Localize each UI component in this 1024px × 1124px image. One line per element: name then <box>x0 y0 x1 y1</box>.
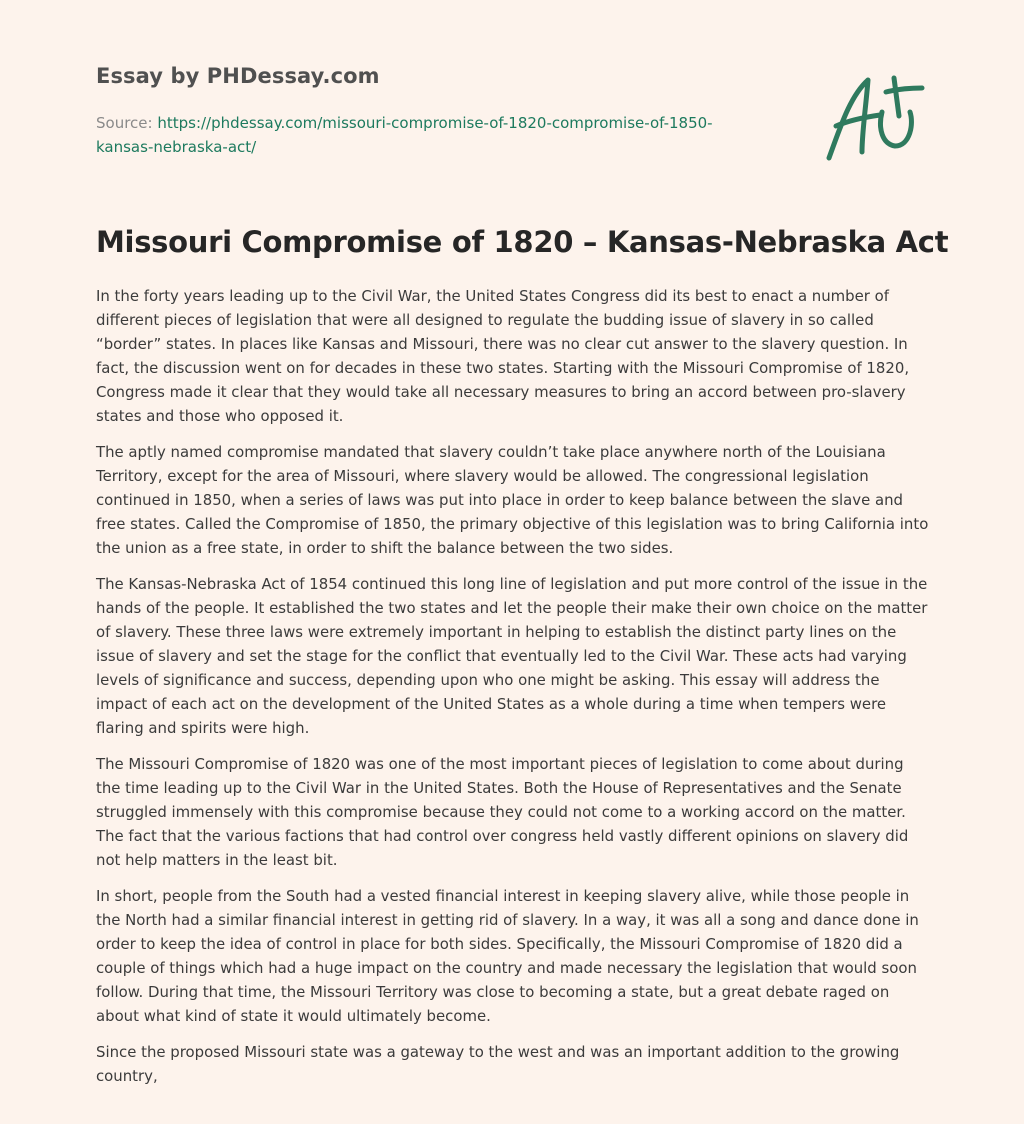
site-brand: Essay by PHDessay.com <box>96 64 380 88</box>
paragraph: The Kansas-Nebraska Act of 1854 continued this long line of legislation and put more control of the issue in the hands of the people. It established the two states and let the people their make their own choice on the matter of slavery. These three laws were extremely important in helping to establish the distinct party lines on the issue of slavery and set the stage for the conflict that eventually led to the Civil War. These acts had varying levels of significance and success, depending upon who one might be asking. This essay will address the impact of each act on the development of the United States as a whole during a time when tempers were flaring and spirits were high. <box>96 575 928 737</box>
paragraph: In short, people from the South had a vested financial interest in keeping slavery alive, while those people in the North had a similar financial interest in getting rid of slavery. In a way, it was all a song and dance done in order to keep the idea of control in place for both sides. Specifically, the Missouri Compromise of 1820 did a couple of things which had a huge impact on the country and made necessary the legislation that would soon follow. During that time, the Missouri Territory was close to becoming a state, but a great debate raged on about what kind of state it would ultimately become. <box>96 887 919 1025</box>
a-plus-logo-icon <box>820 66 930 166</box>
paragraph: The Missouri Compromise of 1820 was one of the most important pieces of legislation to come about during the time leading up to the Civil War in the United States. Both the House of Representatives and the Senate struggled immensely with this compromise because they could not come to a working accord on the matter. The fact that the various factions that had control over congress held vastly different opinions on slavery did not help matters in the least bit. <box>96 755 909 869</box>
source-url-line2: kansas-nebraska-act/ <box>96 138 257 156</box>
paragraph: The aptly named compromise mandated that slavery couldn’t take place anywhere north of the Louisiana Territory, except for the area of Missouri, where slavery would be allowed. The congressional legislation continued in 1850, when a series of laws was put into place in order to keep balance between the slave and free states. Called the Compromise of 1850, the primary objective of this legislation was to bring California into the union as a free state, in order to shift the balance between the two sides. <box>96 443 929 557</box>
article-title: Missouri Compromise of 1820 – Kansas-Nebraska Act <box>96 225 949 259</box>
paragraph: In the forty years leading up to the Civil War, the United States Congress did its best to enact a number of different pieces of legislation that were all designed to regulate the budding issue of slavery in so called “border” states. In places like Kansas and Missouri, there was no clear cut answer to the slavery question. In fact, the discussion went on for decades in these two states. Starting with the Missouri Compromise of 1820, Congress made it clear that they would take all necessary measures to bring an accord between pro-slavery states and those who opposed it. <box>96 287 910 425</box>
source-url-line1: https://phdessay.com/missouri-compromise-of-1820-compromise-of-1850- <box>157 114 713 132</box>
source-line <box>96 111 736 159</box>
article-body <box>96 284 932 1100</box>
paragraph: Since the proposed Missouri state was a gateway to the west and was an important addition to the growing country, <box>96 1043 900 1085</box>
source-link[interactable] <box>96 114 713 156</box>
source-label: Source: <box>96 114 158 132</box>
